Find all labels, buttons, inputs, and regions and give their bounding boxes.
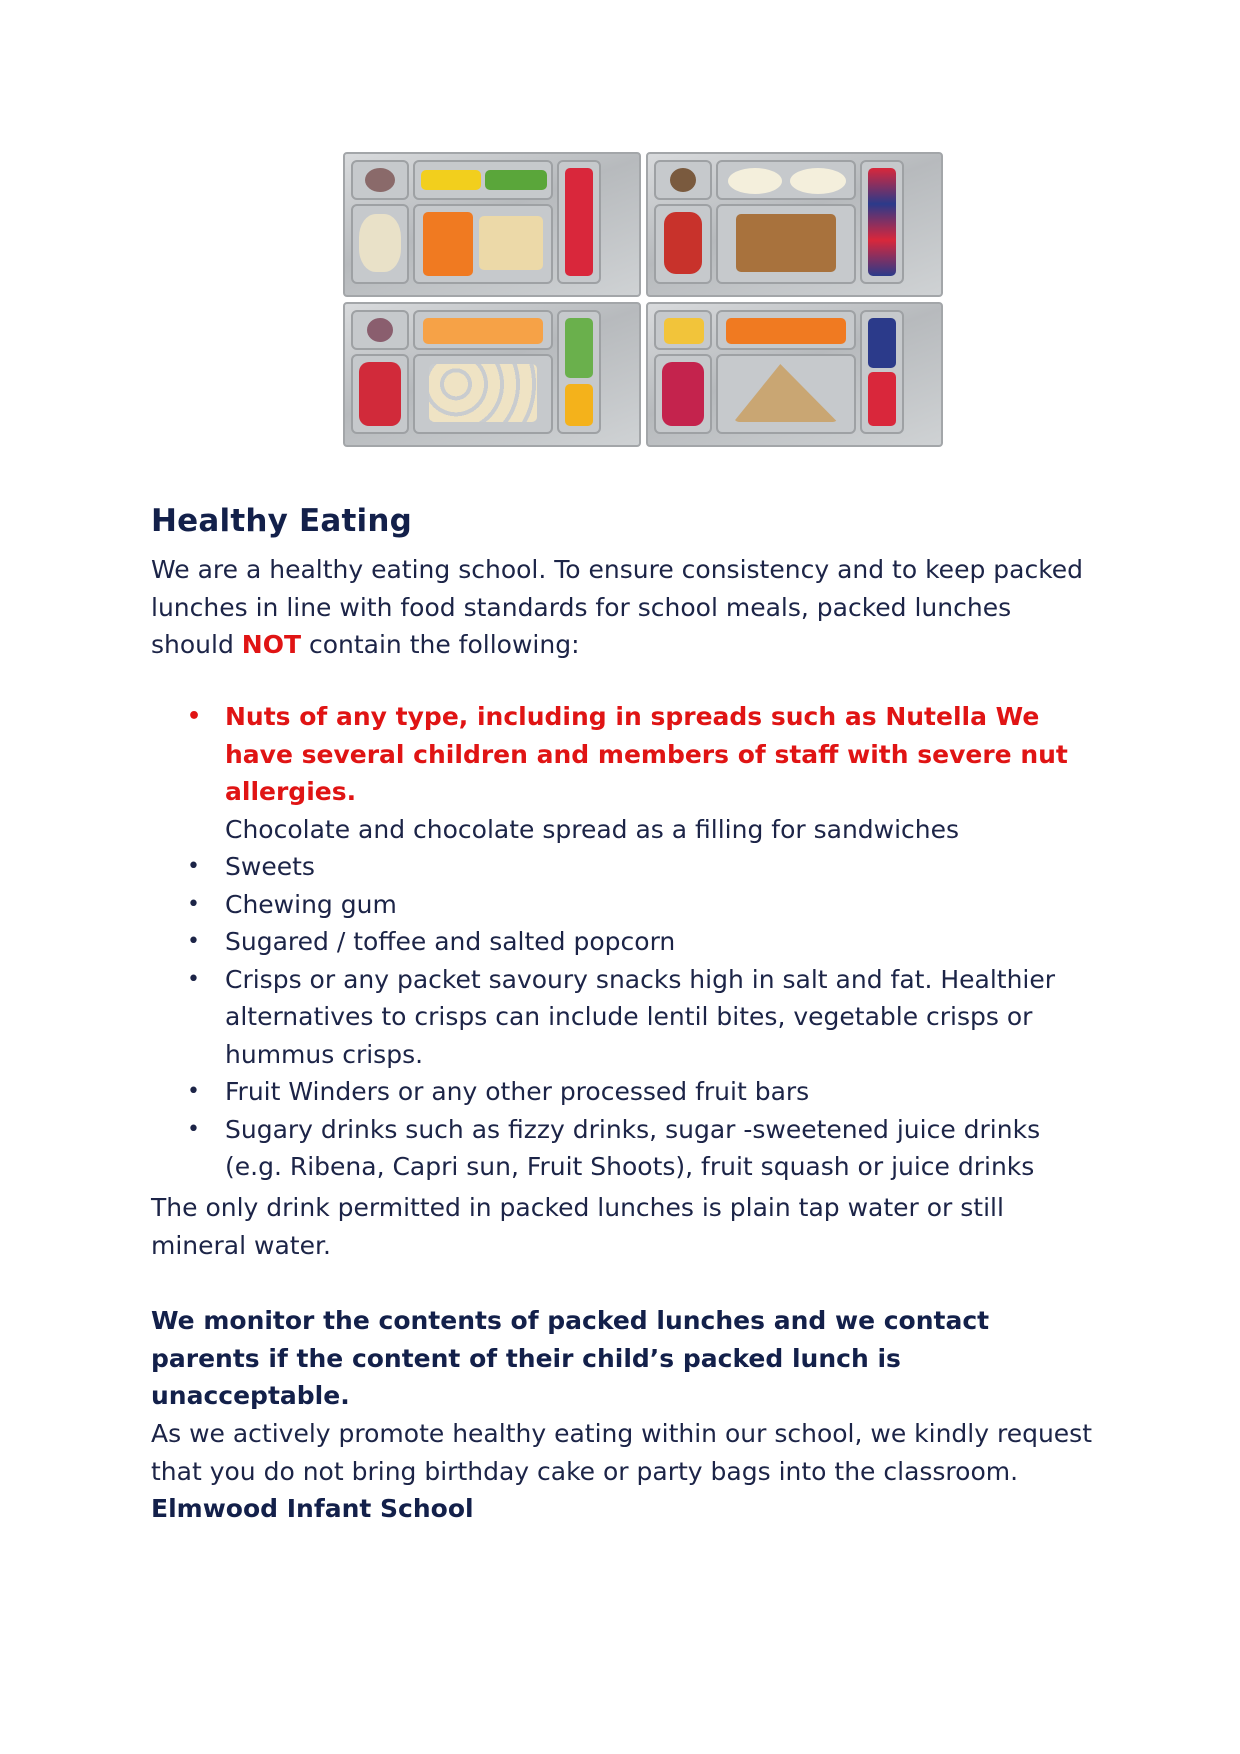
bullet: • <box>187 704 202 729</box>
list-item-text: Chewing gum <box>225 889 397 919</box>
list-item-text: Crisps or any packet savoury snacks high in salt and fat. Healthier alternatives to crisps can include lentil bites, vegetable crisps or hummus crisps. <box>225 964 1056 1069</box>
school-signature: Elmwood Infant School <box>151 1494 474 1523</box>
list-item-text: Fruit Winders or any other processed fruit bars <box>225 1077 810 1106</box>
lunch-tray-3 <box>343 302 641 447</box>
monitor-note: We monitor the contents of packed lunches and we contact parents if the content of their child’s packed lunch is unacceptable. <box>151 1306 990 1410</box>
list-item <box>151 923 1101 961</box>
birthday-note: As we actively promote healthy eating within our school, we kindly request that you do not bring birthday cake or party bags into the classroom. <box>151 1419 1093 1486</box>
bullet: • <box>187 929 200 954</box>
bullet: • <box>187 854 200 879</box>
nut-warning: Nuts of any type, including in spreads such as Nutella We have several children and members of staff with severe nut allergies. <box>225 702 1068 806</box>
list-item <box>151 961 1101 1074</box>
page-title: Healthy Eating <box>151 503 413 539</box>
intro-paragraph <box>151 551 1101 664</box>
bullet: • <box>187 1079 200 1104</box>
bullet: • <box>187 891 200 917</box>
intro-text-after: contain the following: <box>301 630 580 659</box>
intro-emphasis: NOT <box>241 630 302 659</box>
lunch-tray-4 <box>646 302 944 447</box>
list-item <box>151 886 1101 924</box>
intro-text-before: We are a healthy eating school. To ensure consistency and to keep packed lunches in line with food standards for school meals, packed lunches should <box>151 555 1084 659</box>
bullet: • <box>187 966 200 992</box>
list-item <box>151 698 1101 848</box>
list-item-text: Sugary drinks such as fizzy drinks, sugar -sweetened juice drinks (e.g. Ribena, Capri sun, Fruit Shoots), fruit squash or juice drinks <box>225 1114 1041 1181</box>
list-item <box>151 1073 1101 1111</box>
list-item <box>151 848 1101 886</box>
list-item <box>151 1111 1101 1186</box>
banned-items-list <box>151 698 1101 1186</box>
list-item-text: Sugared / toffee and salted popcorn <box>225 927 676 956</box>
bullet: • <box>187 1116 200 1142</box>
lunch-tray-1 <box>343 152 641 297</box>
lunch-tray-2 <box>646 152 944 297</box>
list-item-extra: Chocolate and chocolate spread as a filling for sandwiches <box>225 814 960 844</box>
list-item-text: Sweets <box>225 852 315 881</box>
drink-note: The only drink permitted in packed lunches is plain tap water or still mineral water. <box>151 1193 1004 1260</box>
packed-lunch-photo <box>343 152 943 447</box>
